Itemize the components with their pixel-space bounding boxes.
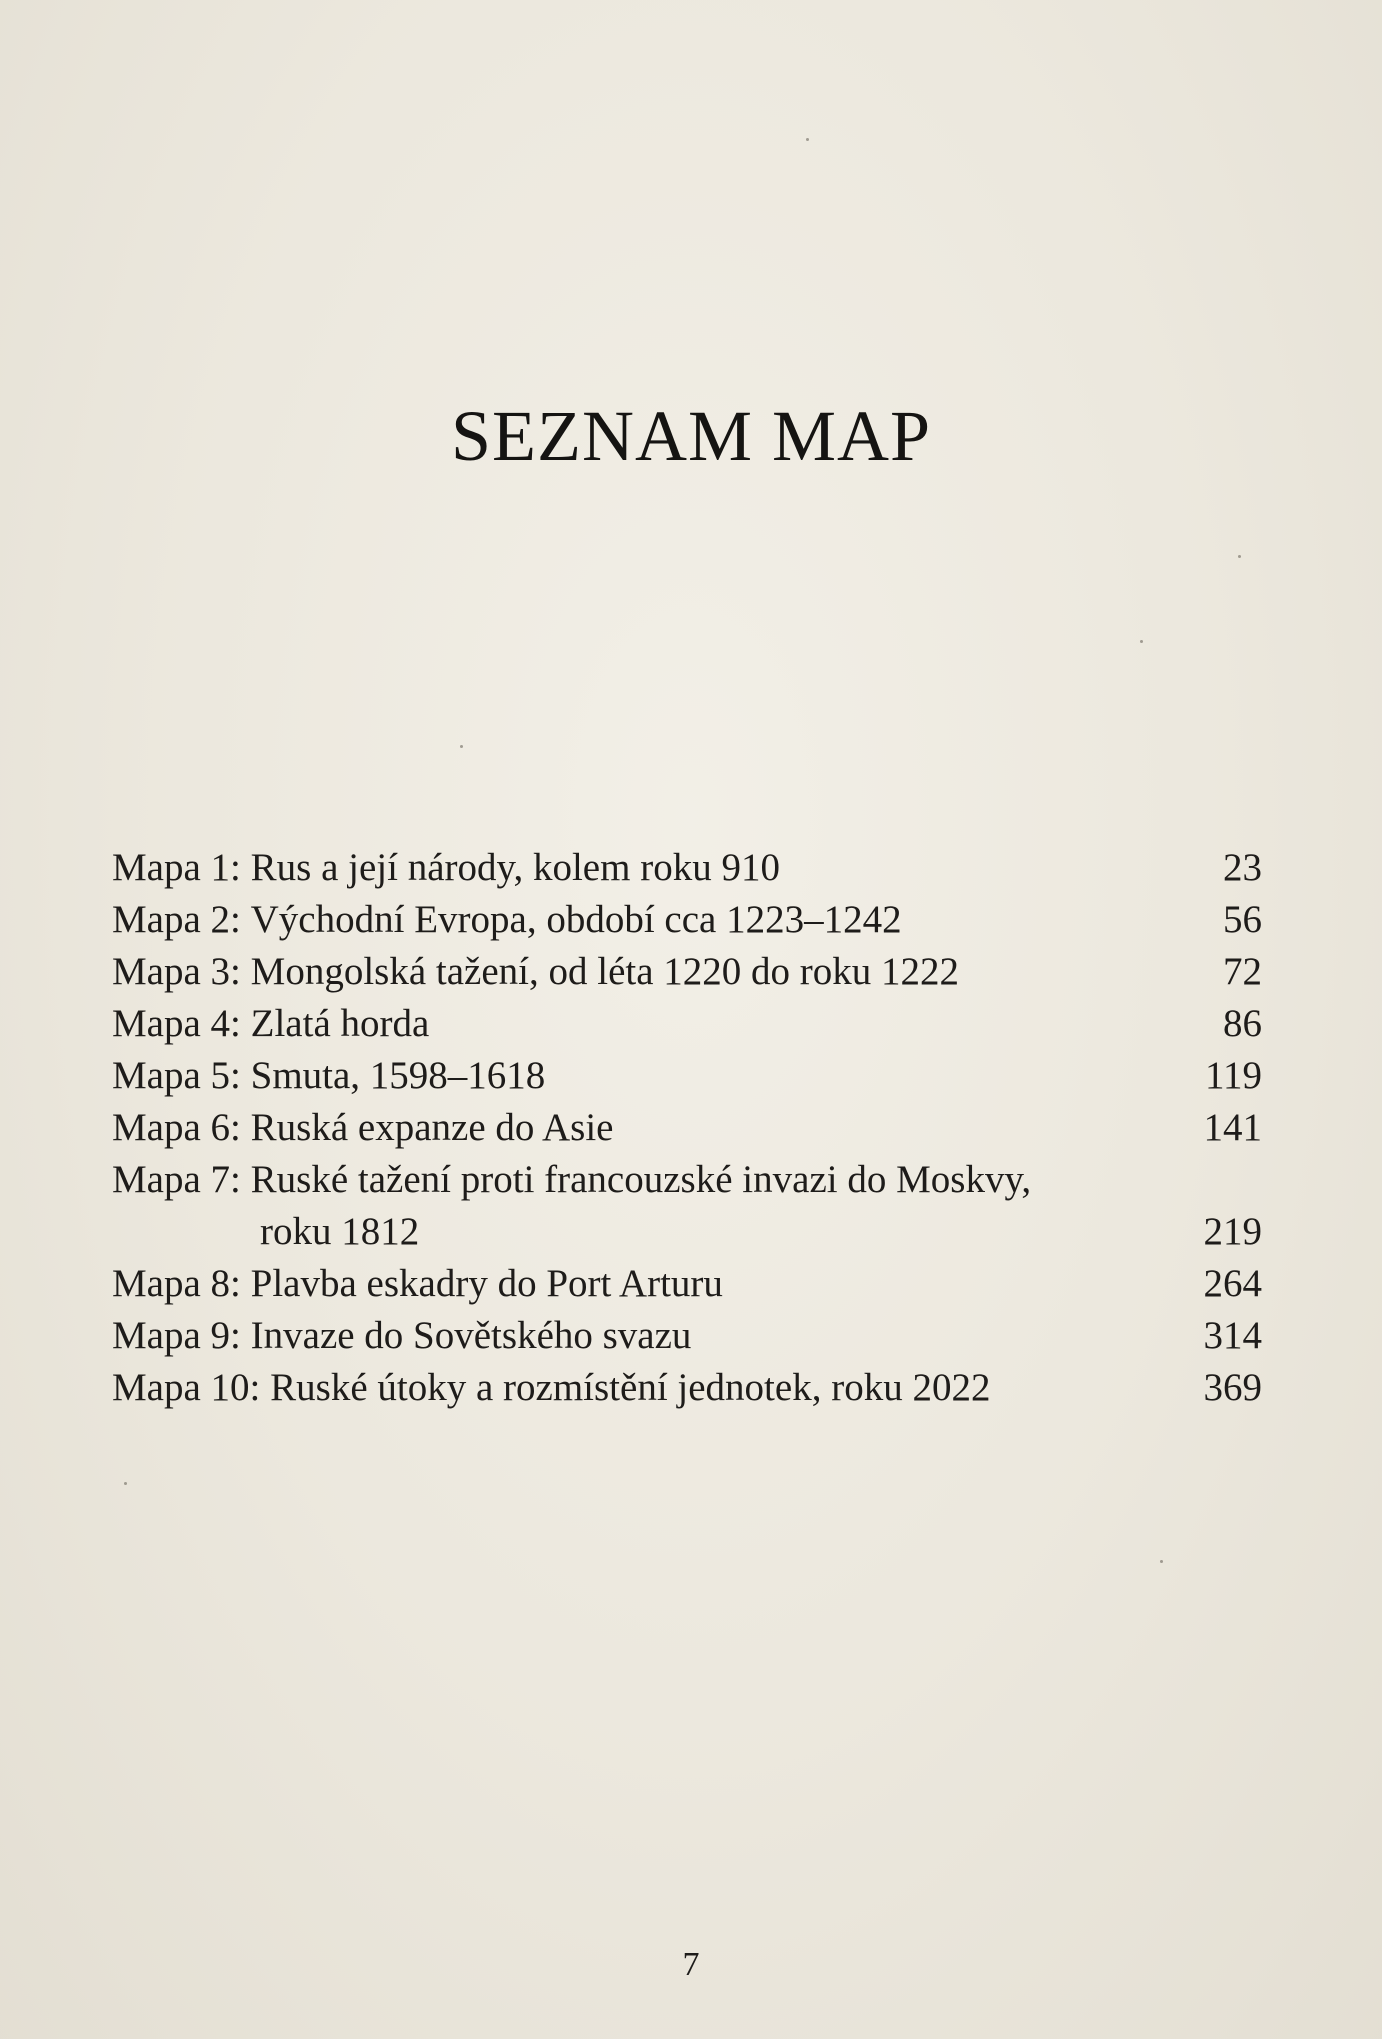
map-entry-page: 314	[1203, 1314, 1262, 1357]
map-entry-label: Mapa 9:	[112, 1314, 241, 1357]
map-entry-8	[112, 1258, 1262, 1310]
map-entry-title-continuation: roku 1812	[260, 1210, 420, 1253]
map-entry-label: Mapa 1:	[112, 846, 241, 889]
map-entry-2	[112, 894, 1262, 946]
map-entry-page: 369	[1203, 1366, 1262, 1409]
map-entry-page: 219	[1203, 1210, 1262, 1253]
map-entry-title: Smuta, 1598–1618	[250, 1054, 546, 1097]
map-entry-page: 72	[1223, 950, 1262, 993]
map-entry-7	[112, 1154, 1262, 1258]
paper-speck	[806, 138, 809, 141]
map-entry-title: Rus a její národy, kolem roku 910	[250, 846, 780, 889]
map-entry-page: 264	[1203, 1262, 1262, 1305]
map-entry-title: Mongolská tažení, od léta 1220 do roku 1222	[250, 950, 960, 993]
map-entry-page: 56	[1223, 898, 1262, 941]
map-entry-page: 23	[1223, 846, 1262, 889]
map-entry-4	[112, 998, 1262, 1050]
paper-speck	[1160, 1560, 1163, 1563]
map-entry-label: Mapa 4:	[112, 1002, 241, 1045]
map-entry-title: Ruské útoky a rozmístění jednotek, roku 2022	[270, 1366, 991, 1409]
paper-speck	[1140, 640, 1143, 643]
map-entry-title: Východní Evropa, období cca 1223–1242	[250, 898, 902, 941]
page-number: 7	[682, 1946, 700, 1983]
map-entry-page: 119	[1204, 1054, 1262, 1097]
map-entry-title: Invaze do Sovětského svazu	[250, 1314, 692, 1357]
map-entry-3	[112, 946, 1262, 998]
map-entry-1	[112, 842, 1262, 894]
map-entry-label: Mapa 7:	[112, 1158, 241, 1201]
map-entry-label: Mapa 2:	[112, 898, 241, 941]
map-entry-label: Mapa 8:	[112, 1262, 241, 1305]
map-entry-title: Ruská expanze do Asie	[250, 1106, 614, 1149]
map-entry-page: 141	[1203, 1106, 1262, 1149]
map-entry-label: Mapa 6:	[112, 1106, 241, 1149]
map-entry-10	[112, 1362, 1262, 1414]
map-list	[112, 842, 1262, 1414]
map-entry-label: Mapa 3:	[112, 950, 241, 993]
paper-speck	[124, 1482, 127, 1485]
map-entry-title: Plavba eskadry do Port Arturu	[250, 1262, 723, 1305]
map-entry-label: Mapa 5:	[112, 1054, 241, 1097]
map-entry-title: Zlatá horda	[250, 1002, 430, 1045]
paper-speck	[460, 745, 463, 748]
map-entry-6	[112, 1102, 1262, 1154]
map-entry-title: Ruské tažení proti francouzské invazi do Moskvy,	[250, 1158, 1032, 1201]
page-title: SEZNAM MAP	[450, 396, 932, 476]
map-entry-9	[112, 1310, 1262, 1362]
paper-speck	[1238, 555, 1241, 558]
map-entry-page: 86	[1223, 1002, 1262, 1045]
map-entry-label: Mapa 10:	[112, 1366, 261, 1409]
map-entry-5	[112, 1050, 1262, 1102]
